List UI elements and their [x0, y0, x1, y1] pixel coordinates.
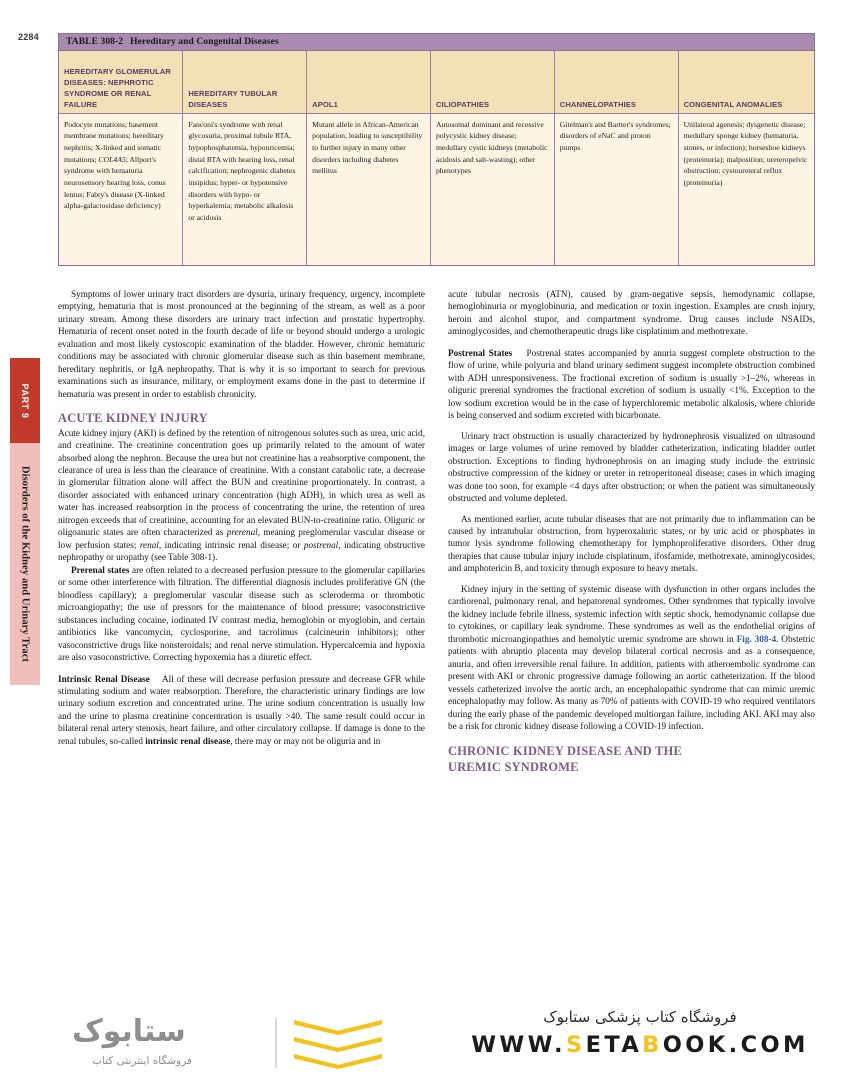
table-308-2	[58, 33, 815, 266]
page-number: 2284	[18, 32, 39, 42]
intrinsic-text-a: All of these will decrease perfusion pressure and decrease GFR while stimulating sodium and water reabsorption. Therefore, the characteristic urinary findings are low urinary sodium excretion and concentrated urine. The urine sodium concentration is usually low and the urine to plasma creatinine concentration is usually >40. The same result could occur in bilateral renal artery stenosis, heart failure, and other circulatory collapse. If damage is done to the renal tubules, so-called	[58, 673, 426, 746]
intrinsic-bold-inline: intrinsic renal disease	[145, 735, 231, 746]
postrenal-text: Postrenal states accompanied by anuria suggest complete obstruction to the flow of urine, while polyuria and bland urinary sediment suggest incomplete obstruction combined with ADH unresponsiveness. The fractional excretion of sodium is usually >1–2%, whereas in oliguric prerenal syndromes the fractional excretion of sodium is usually <1%. Exception to the low sodium excretion would be in the case of hyperchloremic metabolic alkalosis, where chloride is being conserved and sodium excreted with bicarbonate.	[448, 347, 816, 421]
aki-text-a: Acute kidney injury (AKI) is defined by the retention of nitrogenous solutes such as urea, uric acid, and creatinine. The creatinine concentration goes up primarily related to the amount of water absorbed along the nephron. Because the urea but not creatinine has a reabsorptive component, the clearance of urea is less than the clearance of creatinine. With a constant catabolic rate, a decrease in glomerular filtration alone will affect the BUN and creatinine proportionately. In contrast, a disorder associated with enhanced urinary concentration (high ADH), in which urea as well as water has increased reabsorption in the process of concentrating the urine, the retention of urea nitrogen exceeds that of creatinine, accounting for an elevated BUN-to-creatinine ratio. Oliguric or oligoanuric states are often characterized as	[58, 427, 425, 538]
watermark-brand-name: ستابوک	[72, 1014, 186, 1049]
paragraph-lower-urinary-symptoms: Symptoms of lower urinary tract disorders are dysuria, urinary frequency, urgency, incomplete emptying, hematuria that is most pronounced at the beginning of the stream, as well as a poor urinary stream. Among these disorders are urinary tract infection and prostatic hypertrophy. Hematuria of recent onset noted in the fourth decade of life or beyond should undergo a urologic evaluation and most likely cystoscopic examination of the bladder. However, chronic hematuric conditions may be associated with chronic glomerular disease such as thin basement membrane, hereditary nephritis, or IgA nephropathy. That is why it is so important to search for previous examinations such as insurance, military, or employment exams done in the past to determine if hematuria was present in order to establish chronicity.	[58, 289, 425, 399]
runhead-prerenal-states: Prerenal states	[71, 564, 130, 575]
table-grid	[59, 51, 814, 265]
url-suffix: .COM	[728, 1032, 809, 1058]
aki-italic-postrenal: postrenal	[303, 539, 339, 550]
cell-hereditary-glomerular: Podocyte mutations; basement membrane mutations; hereditary nephritis; X-linked and somatic mutations; COL4A5; Allport's syndrome with hematuria neurosensory hearing loss, conus lentus; Fabry's disease (X-linked alpha-galactosidase deficiency)	[59, 113, 183, 265]
table-caption: Hereditary and Congenital Diseases	[130, 37, 279, 47]
url-s: S	[565, 1032, 586, 1058]
part-title: Disorders of the Kidney and Urinary Tract	[19, 465, 31, 663]
column-header-ciliopathies: CILIOPATHIES	[430, 51, 554, 113]
url-prefix: WWW.	[471, 1032, 566, 1058]
cell-ciliopathies: Autosomal dominant and recessive polycystic kidney disease; medullary cystic kidneys (metabolic acidosis and salt-wasting); other phenotypes	[430, 113, 554, 265]
paragraph-atn: acute tubular necrosis (ATN), caused by gram-negative sepsis, hemodynamic collapse, hemoglobinuria or myoglobinuria, and medication or toxin ingestion. Examples are crush injury, heroin and alcohol stupor, and compartment syndrome. Drug causes include NSAIDs, aminoglycosides, and chemotherapeutic drugs like cisplatinum and methotrexate.	[448, 289, 815, 337]
cell-congenital-anomalies: Unilateral agenesis; dysgenetic disease; medullary sponge kidney (hematuria, stones, or infection); horseshoe kidneys (proteinuria); malposition; ureteropelvic obstruction; cystoureteral reflux (proteinuria)	[678, 113, 814, 265]
cell-channelopathies: Gitelman's and Bartter's syndromes; disorders of eNaC and proton pumps	[554, 113, 678, 265]
paragraph-systemic-disease	[448, 583, 815, 733]
cell-hereditary-tubular: Fanconi's syndrome with renal glycosuria, proximal tubule RTA, hypophosphatemia, hypouricemia; distal RTA with hearing loss, renal calcification; nephrogenic diabetes insipidus; hyper- or hypotensive disorders with hypo- or hyperkalemia; metabolic alkalosis or acidosis	[183, 113, 307, 265]
paragraph-urinary-obstruction: Urinary tract obstruction is usually characterized by hydronephrosis visualized on ultrasound images or large volumes of urine removed by bladder catheterization, indicating bladder outlet obstruction. Exceptions to finding hydronephrosis on an imaging study include the extrinsic obstructive compression of the kidney or ureter in retroperitoneal disease; cases in which imaging was done too soon, for example <4 days after obstruction; or when the patient was simultaneously obstructed and volume depleted.	[448, 430, 815, 504]
systemic-text-a: Kidney injury in the setting of systemic disease with dysfunction in other organs includes the cardiorenal, pulmonary renal, and hepatorenal syndromes. Other syndromes that typically involve the kidney include febrile illness, systemic infection with septic shock, hemodynamic collapse due to cytokines, or capillary leak syndrome. These syndromes as well as the endothelial origins of thrombotic microangiopathies and hemolytic uremic syndrome are shown in	[448, 583, 815, 644]
watermark-divider	[275, 1018, 277, 1068]
table-caption-bar	[59, 34, 814, 51]
part-title-band	[10, 443, 40, 685]
column-header-congenital-anomalies: CONGENITAL ANOMALIES	[678, 51, 814, 113]
aki-text-c: , indicating intrinsic renal disease; or	[158, 539, 304, 550]
gene-symbol: COL4A5	[98, 154, 126, 164]
column-header-hereditary-glomerular: HEREDITARY GLOMERULAR DISEASES: NEPHROTIC SYNDROME OR RENAL FAILURE	[59, 51, 183, 113]
part-tab	[10, 358, 40, 443]
aki-text-d: , indicating obstructive nephropathy or uropathy (see Table 308-1).	[58, 539, 425, 563]
heading-ckd-line1: CHRONIC KIDNEY DISEASE AND THE	[448, 744, 683, 759]
column-header-channelopathies: CHANNELOPATHIES	[554, 51, 678, 113]
runhead-postrenal-states: Postrenal States	[448, 347, 513, 358]
paragraph-prerenal-states	[58, 564, 425, 664]
heading-ckd-line2: UREMIC SYNDROME	[448, 759, 579, 774]
body-column-left	[58, 288, 425, 747]
chevron-logo-icon	[294, 1020, 384, 1068]
body-column-right	[448, 288, 815, 775]
watermark-footer	[0, 1000, 844, 1080]
paragraph-acute-tubular-diseases: As mentioned earlier, acute tubular diseases that are not primarily due to inflammation can be caused by intratubular obstruction, from hyperoxaluric states, or by uric acid or phosphates in tumor lysis syndrome following chemotherapy for lymphoproliferative disorders. Other drug therapies that cause tubular injury include cisplatinum, ifosfamide, methotrexate, aminoglycosides, and amphotericin B, and toxicity through exposure to heavy metals.	[448, 513, 815, 574]
watermark-logo-block	[72, 1014, 422, 1072]
paragraph-postrenal-states	[448, 347, 815, 422]
column-header-hereditary-tubular: HEREDITARY TUBULAR DISEASES	[183, 51, 307, 113]
table-number: TABLE 308-2	[66, 37, 124, 47]
watermark-url	[455, 1032, 825, 1058]
column-header-apol1: APOL1	[307, 51, 431, 113]
prerenal-text: are often related to a decreased perfusion pressure to the glomerular capillaries or some other interference with filtration. The differential diagnosis includes proliferative GN (the bloodless capillary); a preglomerular vascular disease such as scleroderma or thrombotic microangiopathy; the use of pressors for the maintenance of blood pressure; vasoconstrictive substances including cocaine, iodinated IV contrast media, hemoglobin or myoglobin, and certain antibiotics like vancomycin, cyclosporine, and tacrolimus (calcineurin inhibitors); other vasoconstrictive drugs like nonsteroidals; and renal nerve stimulation. Hypercalcemia and hypoxia are also vasoconstrictive. Correcting hypoxemia has a diuretic effect.	[58, 564, 425, 663]
aki-text-b: , meaning preglomerular vascular disease or low perfusion states;	[58, 527, 425, 550]
watermark-tagline: فروشگاه کتاب پزشکی ستابوک	[543, 1008, 737, 1026]
intrinsic-text-b: , there may or may not be oliguria and in	[230, 735, 381, 746]
watermark-brand-subtitle: فروشگاه اینترنتی کتاب	[92, 1055, 192, 1067]
heading-acute-kidney-injury: ACUTE KIDNEY INJURY	[58, 411, 208, 426]
url-mid1: ETA	[585, 1032, 643, 1058]
url-b: B	[642, 1032, 663, 1058]
aki-italic-renal: renal	[139, 539, 159, 550]
systemic-text-b: . Obstetric patients with abruptio placenta may develop bilateral cortical necrosis and as a consequence, anuria, and often irreversible renal failure. In addition, patients with atheroembolic syndrome can present with AKI or chronic progressive damage following an aortic catheterization. If the blood vessels catheterized involve the aortic arch, an encephalopathic syndrome that can mimic uremic encephalopathy may follow. As many as 70% of patients with COVID-19 who required ventilators during the early phase of the pandemic developed multiorgan failure, including AKI. AKI may also be a risk for chronic kidney disease following a COVID-19 infection.	[448, 633, 815, 731]
runhead-intrinsic-renal-disease: Intrinsic Renal Disease	[58, 673, 150, 684]
table-row	[59, 113, 814, 265]
figure-link-308-4[interactable]: Fig. 308-4	[736, 633, 777, 644]
table-header-row	[59, 51, 814, 113]
cell-apol1: Mutant allele in African-American population, leading to susceptibility to further injury in many other disorders including diabetes mellitus	[307, 113, 431, 265]
watermark-text-block	[455, 1008, 825, 1058]
part-label: PART 9	[20, 383, 30, 418]
url-mid2: OOK	[662, 1032, 729, 1058]
paragraph-intrinsic-renal-disease	[58, 673, 425, 748]
aki-italic-prerenal: prerenal	[226, 527, 258, 538]
paragraph-aki-definition	[58, 427, 425, 564]
